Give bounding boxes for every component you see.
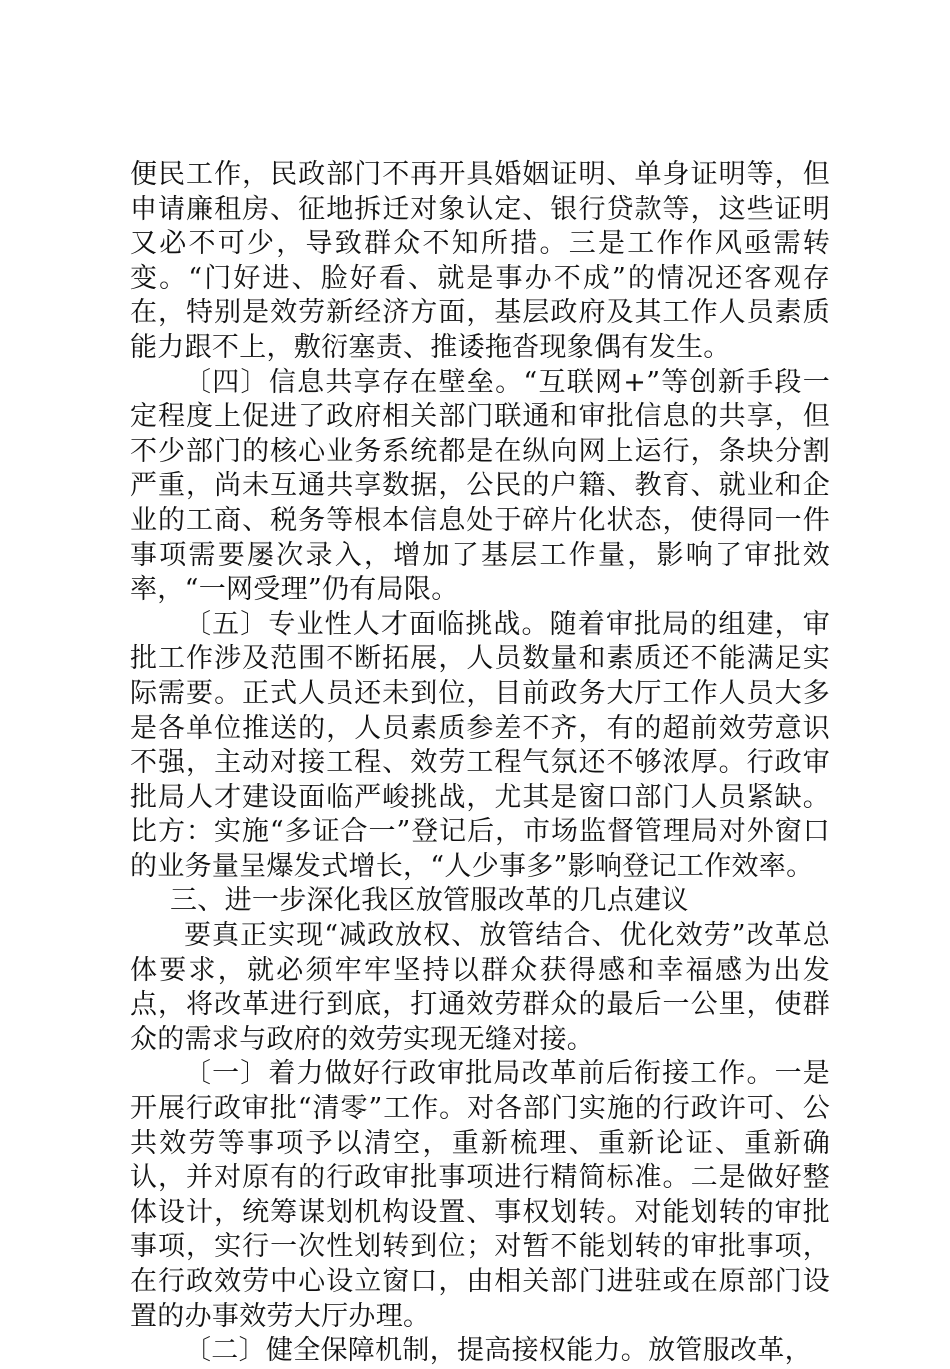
paragraph-guarantee-mechanism: 〔二〕健全保障机制，提高接权能力。放管服改革， — [184, 1335, 812, 1367]
section-heading: 三、进一步深化我区放管服改革的几点建议 — [170, 885, 689, 917]
paragraph-continuation: 便民工作，民政部门不再开具婚姻证明、单身证明等，但申请廉租房、征地拆迁对象认定、银行贷款等，这些证明又必不可少，导致群众不知所措。三是工作作风亟需转变。“门好进、脸好看、就是事办不成”的情况还客观存在，特别是效劳新经济方面，基层政府及其工作人员素质能力跟不上，敷衍塞责、推诿拖沓现象偶有发生。 — [130, 159, 830, 363]
document-page — [130, 158, 830, 1369]
paragraph-talent-challenge: 〔五〕专业性人才面临挑战。随着审批局的组建，审批工作涉及范围不断拓展，人员数量和素质还不能满足实际需要。正式人员还未到位，目前政务大厅工作人员大多是各单位推送的，人员素质参差不齐，有的超前效劳意识不强，主动对接工程、效劳工程气氛还不够浓厚。行政审批局人才建设面临严峻挑战，尤其是窗口部门人员紧缺。比方：实施“多证合一”登记后，市场监督管理局对外窗口的业务量呈爆发式增长，“人少事多”影响登记工作效率。 — [130, 608, 830, 882]
paragraph-info-sharing: 〔四〕信息共享存在壁垒。“互联网+”等创新手段一定程度上促进了政府相关部门联通和审批信息的共享，但不少部门的核心业务系统都是在纵向网上运行，条块分割严重，尚未互通共享数据，公民的户籍、教育、就业和企业的工商、税务等根本信息处于碎片化状态，使得同一件事项需要屡次录入，增加了基层工作量，影响了审批效率，“一网受理”仍有局限。 — [130, 366, 830, 606]
paragraph-reform-requirements: 要真正实现“减政放权、放管结合、优化效劳”改革总体要求，就必须牢牢坚持以群众获得感和幸福感为出发点，将改革进行到底，打通效劳群众的最后一公里，使群众的需求与政府的效劳实现无缝对接。 — [130, 920, 830, 1055]
paragraph-approval-transition: 〔一〕着力做好行政审批局改革前后衔接工作。一是开展行政审批“清零”工作。对各部门实施的行政许可、公共效劳等事项予以清空，重新梳理、重新论证、重新确认，并对原有的行政审批事项进行精简标准。二是做好整体设计，统筹谋划机构设置、事权划转。对能划转的审批事项，实行一次性划转到位；对暂不能划转的审批事项，在行政效劳中心设立窗口，由相关部门进驻或在原部门设置的办事效劳大厅办理。 — [130, 1058, 830, 1332]
